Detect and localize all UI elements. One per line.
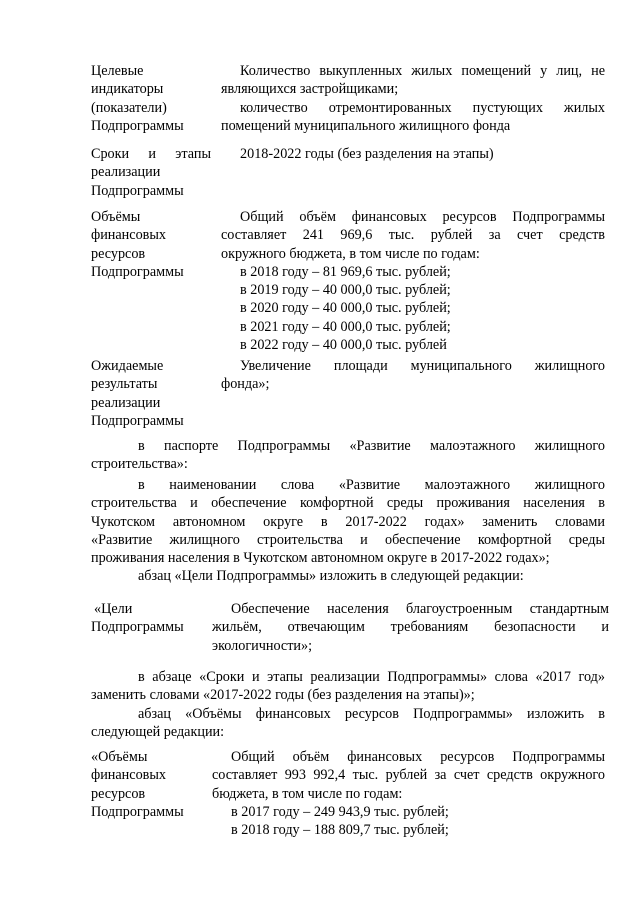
paragraph-passport xyxy=(91,437,605,474)
label-line: финансовых xyxy=(91,767,166,784)
label-line: результаты xyxy=(91,376,158,393)
label-line: Объёмы xyxy=(91,209,141,225)
value-line: в 2018 году – 188 809,7 тыс. рублей; xyxy=(231,822,449,839)
paragraph-line: абзац «Объёмы финансовых ресурсов Подпрограммы» изложить в xyxy=(138,706,605,722)
label-line: ресурсов xyxy=(91,785,146,802)
value-line: составляет 241 969,6 тыс. рублей за счет средств xyxy=(221,227,605,244)
label-line: (показатели) xyxy=(91,99,167,116)
value-line: 2018-2022 годы (без разделения на этапы) xyxy=(240,146,494,162)
paragraph-line: в абзаце «Сроки и этапы реализации Подпрограммы» слова «2017 год» xyxy=(138,669,605,685)
paragraph-line: Чукотском автономном округе в 2017-2022 годах» заменить словами xyxy=(91,513,605,530)
value-line: Общий объём финансовых ресурсов Подпрограммы xyxy=(231,749,605,765)
value-line: экологичности»; xyxy=(212,637,313,654)
value-line: Количество выкупленных жилых помещений у лиц, не xyxy=(240,63,605,79)
label-line: Подпрограммы xyxy=(91,117,184,134)
paragraph-name xyxy=(91,476,605,567)
paragraph-line: следующей редакции: xyxy=(91,724,225,741)
paragraph-line: строительства и обеспечение комфортной среды проживания населения в xyxy=(91,495,605,512)
label-line: индикаторы xyxy=(91,81,164,98)
label-line: Подпрограммы xyxy=(91,182,184,199)
label-line: Целевые xyxy=(91,63,144,79)
label-line: Подпрограммы xyxy=(91,263,184,280)
label-line: реализации xyxy=(91,394,161,411)
value-line: в 2021 году – 40 000,0 тыс. рублей; xyxy=(240,318,451,335)
row-value xyxy=(221,357,605,394)
value-line: в 2020 году – 40 000,0 тыс. рублей; xyxy=(240,300,451,317)
value-line: в 2018 году – 81 969,6 тыс. рублей; xyxy=(240,263,451,280)
row-value xyxy=(212,748,605,839)
label-line: Сроки и этапы xyxy=(91,146,211,162)
value-line: в 2019 году – 40 000,0 тыс. рублей; xyxy=(240,282,451,299)
label-line: реализации xyxy=(91,164,161,181)
row-label xyxy=(91,600,211,637)
label-line: Ожидаемые xyxy=(91,358,164,374)
paragraph-line: заменить словами «2017-2022 годы (без разделения на этапы)»; xyxy=(91,687,475,704)
value-line: являющихся застройщиками; xyxy=(221,81,399,98)
row-value xyxy=(221,62,605,135)
label-line: Подпрограммы xyxy=(91,619,184,636)
value-line: количество отремонтированных пустующих жилых xyxy=(240,99,605,116)
value-line: фонда»; xyxy=(221,376,270,393)
value-line: в 2017 году – 249 943,9 тыс. рублей; xyxy=(231,803,449,820)
label-line: Подпрограммы xyxy=(91,803,184,820)
paragraph-line: абзац «Цели Подпрограммы» изложить в следующей редакции: xyxy=(138,568,524,584)
label-line: «Объёмы xyxy=(91,749,148,765)
row-label xyxy=(91,145,211,200)
paragraph-line: в наименовании слова «Развитие малоэтажного жилищного xyxy=(138,477,605,493)
row-label xyxy=(91,748,211,821)
label-line: «Цели xyxy=(94,601,133,617)
value-line: Общий объём финансовых ресурсов Подпрограммы xyxy=(240,209,605,225)
value-line: окружного бюджета, в том числе по годам: xyxy=(221,245,480,262)
value-line: жильём, отвечающим требованиям безопасности и xyxy=(212,619,609,636)
value-line: составляет 993 992,4 тыс. рублей за счет средств окружного xyxy=(212,767,605,784)
paragraph-line: «Развитие жилищного строительства и обеспечение комфортной среды xyxy=(91,531,605,548)
value-line: помещений муниципального жилищного фонда xyxy=(221,117,511,134)
paragraph-volumes-intro xyxy=(91,705,605,742)
row-label xyxy=(91,357,211,430)
paragraph-goals-intro xyxy=(91,567,605,585)
value-line: бюджета, в том числе по годам: xyxy=(212,785,403,802)
value-line: Обеспечение населения благоустроенным стандартным xyxy=(231,601,609,617)
label-line: ресурсов xyxy=(91,245,146,262)
value-line: в 2022 году – 40 000,0 тыс. рублей xyxy=(240,337,447,354)
label-line: Подпрограммы xyxy=(91,412,184,429)
paragraph-terms-change xyxy=(91,668,605,705)
row-label xyxy=(91,208,211,281)
paragraph-line: в паспорте Подпрограммы «Развитие малоэтажного жилищного xyxy=(138,438,605,454)
label-line: финансовых xyxy=(91,227,166,244)
row-value xyxy=(221,145,605,163)
row-value xyxy=(212,600,609,655)
value-line: Увеличение площади муниципального жилищного xyxy=(240,358,605,374)
row-label xyxy=(91,62,211,135)
paragraph-line: проживания населения в Чукотском автономном округе в 2017-2022 годах»; xyxy=(91,550,550,567)
paragraph-line: строительства»: xyxy=(91,456,188,473)
row-value xyxy=(221,208,605,354)
